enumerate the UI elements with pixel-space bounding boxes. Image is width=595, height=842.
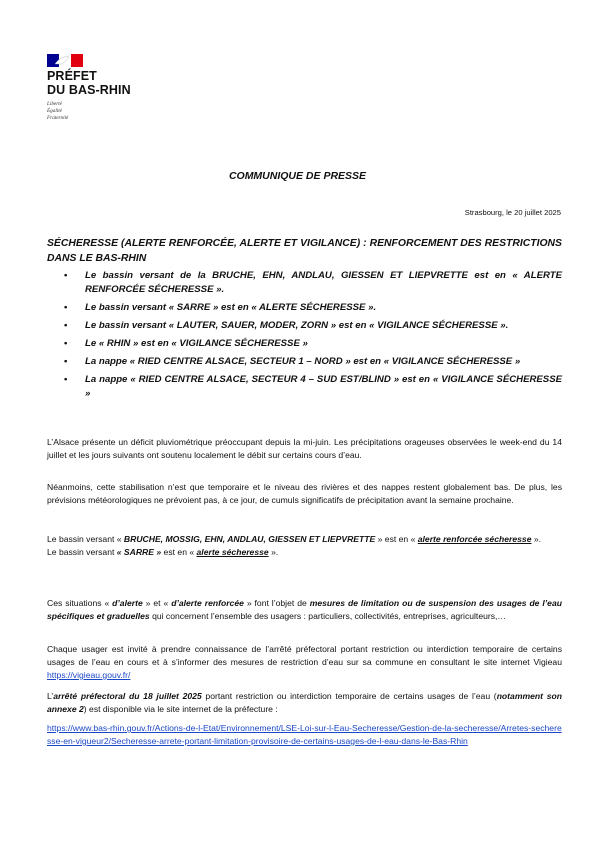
text-run: portant restriction ou interdiction temporaire de certains usages de l’eau ( — [201, 691, 497, 701]
list-item — [47, 319, 562, 333]
text-run: Ces situations « — [47, 598, 113, 608]
bullet-icon: • — [64, 302, 68, 313]
status-text: est en « — [161, 547, 197, 557]
motto-fraternite: Fraternité — [47, 115, 69, 121]
text-run: » et « — [142, 598, 172, 608]
bullet-text: Le bassin versant « LAUTER, SAUER, MODER, ZORN » est en « VIGILANCE SÉCHERESSE ». — [85, 320, 509, 331]
alert-level: alerte sécheresse — [196, 547, 269, 557]
bullet-icon: • — [64, 338, 68, 349]
vigieau-link[interactable]: https://vigieau.gouv.fr/ — [47, 670, 131, 680]
flag-red-band — [71, 54, 83, 67]
basin-names: « SARRE » — [116, 547, 162, 557]
motto-egalite: Égalité — [47, 108, 62, 114]
release-date: Strasbourg, le 20 juillet 2025 — [464, 208, 561, 217]
alert-level: alerte renforcée sécheresse — [417, 534, 532, 544]
bullet-text: Le bassin versant de la BRUCHE, EHN, ANDLAU, GIESSEN ET LIEPVRETTE est en « ALERTE RENFORCÉE SÉCHERESSE ». — [85, 270, 562, 295]
paragraph-arrete — [47, 690, 562, 716]
status-line-sarre — [47, 546, 562, 559]
list-item — [47, 269, 562, 297]
motto-liberte: Liberté — [47, 101, 62, 107]
text-run: » font l’objet de — [243, 598, 310, 608]
paragraph-restriction-measures — [47, 597, 562, 623]
status-text: Le bassin versant « — [47, 534, 124, 544]
status-text: » est en « — [375, 534, 418, 544]
bullet-text: Le « RHIN » est en « VIGILANCE SÉCHERESSE » — [85, 338, 308, 349]
bullet-text: La nappe « RIED CENTRE ALSACE, SECTEUR 4 – SUD EST/BLIND » est en « VIGILANCE SÉCHERESSE » — [85, 374, 562, 399]
emphasis: mesures de limitation ou de suspension des usages de l’eau spécifiques et graduelles — [47, 598, 562, 621]
republic-motto — [47, 101, 68, 122]
basin-names: BRUCHE, MOSSIG, EHN, ANDLAU, GIESSEN ET LIEPVRETTE — [123, 534, 376, 544]
prefecture-decree-link[interactable]: https://www.bas-rhin.gouv.fr/Actions-de-l-Etat/Environnement/LSE-Loi-sur-l-Eau-Secheresse/Gestion-de-la-secheresse/Arretes-secheresse-en-vigueur2/Secheresse-arrete-portant-limitation-provisoire-de-certains-usages-de-l-eau-dans-le-Bas-Rhin — [47, 723, 562, 746]
prefecture-name — [47, 70, 131, 97]
headline: SÉCHERESSE (ALERTE RENFORCÉE, ALERTE ET VIGILANCE) : RENFORCEMENT DES RESTRICTIONS DANS LE BAS-RHIN — [47, 238, 562, 264]
paragraph-stabilisation: Néanmoins, cette stabilisation n’est que temporaire et le niveau des rivières et des nappes restent globalement bas. De plus, les prévisions météorologiques ne prévoient pas, à ce jour, de cumuls significatifs de précipitation avant la semaine prochaine. — [47, 482, 562, 505]
emphasis: notamment son annexe 2 — [47, 691, 562, 714]
list-item — [47, 373, 562, 401]
bullet-icon: • — [64, 374, 68, 385]
bullet-icon: • — [64, 356, 68, 367]
bullet-icon: • — [64, 270, 68, 281]
list-item — [47, 355, 562, 369]
press-release-title: COMMUNIQUE DE PRESSE — [228, 170, 367, 182]
status-text: ». — [268, 547, 279, 557]
paragraph-rainfall-deficit: L’Alsace présente un déficit pluviométrique préoccupant depuis la mi-juin. Les précipitations orageuses observées le week-end du 14 juillet et les jours suivants ont soutenu localement le débit sur certains cours d’eau. — [47, 437, 562, 460]
paragraph-vigieau — [47, 643, 562, 682]
status-line-bruche — [47, 533, 562, 546]
emphasis: arrêté préfectoral du 18 juillet 2025 — [53, 691, 202, 701]
paragraph-basin-status — [47, 533, 562, 559]
list-item — [47, 301, 562, 315]
text-run: Chaque usager est invité à prendre connaissance de l’arrêté préfectoral portant restriction ou interdiction temporaire de certains usages de l’eau en cours et à s’informer des mesures de restriction d’eau sur sa commune en consultant le site internet Vigieau — [47, 644, 562, 667]
status-text: ». — [531, 534, 542, 544]
status-text: Le bassin versant — [47, 547, 117, 557]
text-run: L’ — [47, 691, 54, 701]
emphasis: d’alerte — [112, 598, 143, 608]
bullet-icon: • — [64, 320, 68, 331]
text-run: ) est disponible via le site internet de la préfecture : — [83, 704, 278, 714]
status-bullet-list — [47, 269, 562, 405]
bullet-text: Le bassin versant « SARRE » est en « ALERTE SÉCHERESSE ». — [85, 302, 377, 313]
marianne-flag-logo — [47, 54, 83, 67]
flag-blue-band — [47, 54, 59, 67]
text-run: qui concernent l’ensemble des usagers : particuliers, collectivités, entreprises, agriculteurs,… — [149, 611, 507, 621]
bullet-text: La nappe « RIED CENTRE ALSACE, SECTEUR 1 – NORD » est en « VIGILANCE SÉCHERESSE » — [85, 356, 521, 367]
prefecture-line1: PRÉFET — [47, 69, 97, 83]
prefecture-line2: DU BAS-RHIN — [47, 82, 131, 97]
emphasis: d’alerte renforcée — [171, 598, 244, 608]
list-item — [47, 337, 562, 351]
